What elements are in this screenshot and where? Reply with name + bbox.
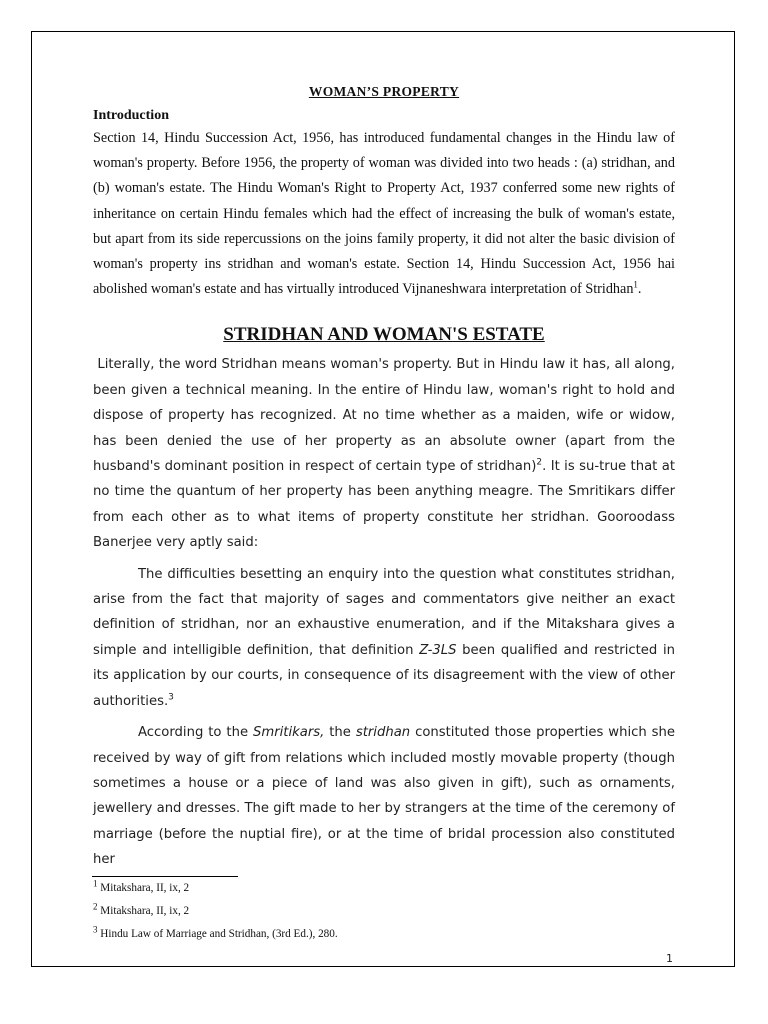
footnote-mark: 1 (633, 279, 638, 290)
footnote (93, 903, 338, 920)
paragraph-text: Literally, the word Stridhan means woman's property. But in Hindu law it has, all along, been given a technical meaning. In the entire of Hindu law, woman's right to hold and dispose of property has recognized. At no time whether as a maiden, wife or widow, has been denied the use of her property as an absolute owner (apart from the husband's dominant position in respect of certain type of stridhan) (93, 357, 675, 475)
footnote-number: 2 (93, 901, 98, 912)
footnote (93, 926, 338, 943)
intro-heading: Introduction (93, 108, 169, 123)
paragraph-text: the (324, 725, 356, 741)
quote-text: The difficulties besetting an enquiry into the question what constitutes stridhan, arise from the fact that majority of sages and commentators give neither an exact definition of stridhan, nor an exhaustive enumeration, and if the Mitakshara gives a simple and intelligible definition, that definition (93, 566, 675, 658)
quote-italic: Z-3LS (419, 642, 457, 658)
footnote-mark: 3 (168, 692, 174, 703)
paragraph-text: According to the (138, 725, 253, 741)
footnote-text: Mitakshara, II, ix, 2 (97, 882, 190, 894)
footnote-number: 3 (93, 924, 98, 935)
intro-paragraph: Section 14, Hindu Succession Act, 1956, has introduced fundamental changes in the Hindu law of woman's property. Before 1956, the property of woman was divided into two heads : (a) stridhan, and (b) woman's estate. The Hindu Woman's Right to Property Act, 1937 conferred some new rights of inheritance on certain Hindu females which had the effect of increasing the bulk of woman's estate, but apart from its side repercussions on the joins family property, it did not alter the basic division of woman's property ins stridhan and woman's estate. Section 14, Hindu Succession Act, 1956 hai abolished woman's estate and has virtually introduced Vijnaneshwara interpretation of Stridhan$^1$. (93, 130, 675, 298)
paragraph-smritikars (93, 720, 675, 872)
italic-term: stridhan (355, 725, 411, 741)
block-quote (93, 562, 675, 714)
document-body (93, 84, 675, 873)
paragraph-text: constituted those properties which she received by way of gift from relations which included mostly movable property (though sometimes a house or a piece of land was also given in gift), such as ornaments, jewellery and dresses. The gift made to her by strangers at the time of the ceremony of marriage (before the nuptial fire), or at the time of bridal procession also constituted her (93, 725, 675, 868)
footnote-mark: 2 (536, 457, 543, 468)
footnote-text: Hindu Law of Marriage and Stridhan, (3rd Ed.), 280. (97, 928, 338, 940)
footnote-number: 1 (93, 878, 98, 889)
italic-term: Smritikars, (252, 725, 325, 741)
paragraph-text-cont: . It is su-true that at no time the quantum of her property has been anything meagre. The Smritikars differ from each other as to what items of property constitute her stridhan. Gooroodass Banerjee very aptly said: (93, 459, 675, 551)
footnote (93, 880, 338, 897)
quote-text-cont: been qualified and restricted in its application by our courts, in consequence of its disagreement with the view of other authorities. (93, 642, 675, 709)
paragraph-literally (93, 352, 675, 555)
document-title: WOMAN’S PROPERTY (308, 84, 460, 99)
footnote-separator (92, 876, 238, 877)
footnote-text: Mitakshara, II, ix, 2 (97, 905, 190, 917)
intro-text: Section 14, Hindu Succession Act, 1956, has introduced fundamental changes in the Hindu law of woman's property. Before 1956, the property of woman was divided into two heads : (a) stridhan, and (b) woman's estate. The Hindu Woman's Right to Property Act, 1937 conferred some new rights of inheritance on certain Hindu females which had the effect of increasing the bulk of woman's estate, but apart from its side repercussions on the joins family property, it did not alter the basic division of woman's property ins stridhan and woman's estate. Section 14, Hindu Succession Act, 1956 hai abolished woman's estate and has virtually introduced Vijnaneshwara interpretation of Stridhan (93, 130, 675, 298)
section-heading: STRIDHAN AND WOMAN'S ESTATE (223, 324, 545, 346)
page-number: 1 (666, 952, 673, 965)
footnotes (93, 880, 338, 949)
